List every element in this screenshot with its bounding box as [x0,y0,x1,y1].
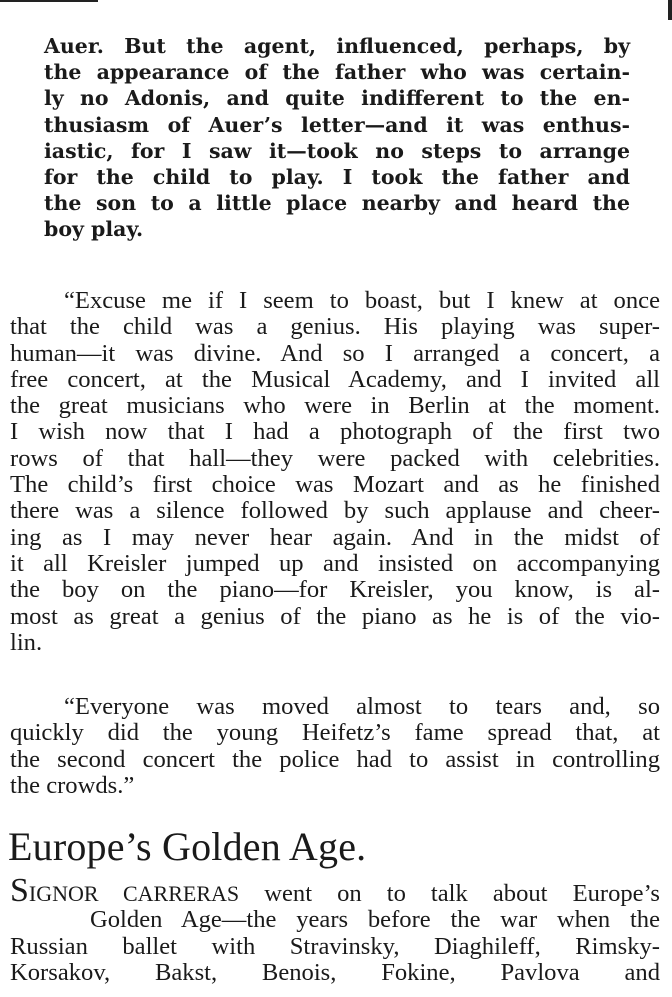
first-line-rest: went on to talk about Europe’s [239,880,660,907]
text-line: the appearance of the father who was certain- [44,60,630,85]
text-line: the great musicians who were in Berlin at the moment. [10,392,660,420]
text-line: most as great a genius of the piano as he is of the vio- [10,602,660,630]
text-line: the second concert the police had to assist in controlling [10,745,660,773]
text-line: free concert, at the Musical Academy, and I invited all [10,365,660,393]
text-line: ly no Adonis, and quite indifferent to the en- [44,86,630,111]
text-line: ing as I may never hear again. And in the midst of [10,523,660,551]
text-line: Russian ballet with Stravinsky, Diaghileff, Rimsky- [10,932,660,960]
text-line: the son to a little place nearby and heard the [44,191,630,216]
text-line: human—it was divine. And so I arranged a concert, a [10,339,660,367]
text-line: that the child was a genius. His playing was super- [10,313,660,341]
text-line: quickly did the young Heifetz’s fame spread that, at [10,719,660,747]
text-line: I wish now that I had a photograph of the first two [10,418,660,446]
right-edge-rule [668,0,672,20]
text-line: there was a silence followed by such applause and cheer- [10,497,660,525]
quote-paragraph-2 [10,694,660,799]
section-heading: Europe’s Golden Age. [8,824,367,869]
text-line: “Everyone was moved almost to tears and, so [64,693,660,720]
text-line: thusiasm of Auer’s letter—and it was enthus- [44,112,630,137]
text-line: “Excuse me if I seem to boast, but I knew at once [64,287,660,314]
text-line: the boy on the piano—for Kreisler, you know, is al- [10,576,660,604]
text-line: it all Kreisler jumped up and insisted on accompanying [10,549,660,577]
top-rule [0,0,98,2]
text-line [10,872,660,909]
text-line: Auer. But the agent, influenced, perhaps, by [44,34,630,58]
text-line: Golden Age—the years before the war when the [90,906,660,934]
bold-paragraph [44,33,630,243]
drop-cap: S [10,872,29,909]
text-line: lin. [10,628,43,656]
text-line: the crowds.” [10,771,135,799]
text-line: The child’s first choice was Mozart and as he finished [10,471,660,499]
text-line: rows of that hall—they were packed with celebrities. [10,444,660,472]
quote-paragraph-1 [10,288,660,656]
small-caps-lead: IGNOR CARRERAS [28,881,240,906]
text-line: for the child to play. I took the father and [44,165,630,190]
text-line: Korsakov, Bakst, Benois, Fokine, Pavlova and [10,958,660,986]
text-line: boy play. [44,217,144,242]
text-line: iastic, for I saw it—took no steps to arrange [44,138,630,163]
body-paragraph-3 [10,872,660,986]
